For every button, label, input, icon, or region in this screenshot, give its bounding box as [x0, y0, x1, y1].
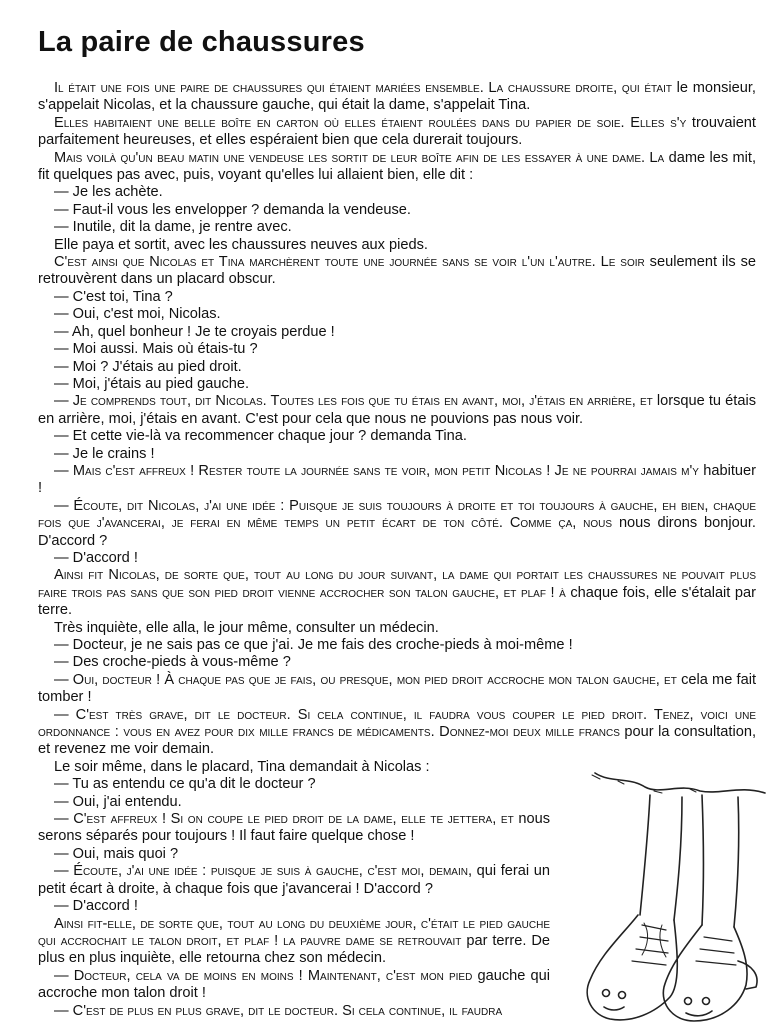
left-leg-outline [640, 795, 650, 915]
regular-text: qui ferai un petit écart à droite, à chaque fois que j'avancerai ! D'accord ? [38, 863, 550, 897]
right-shoe-mouth [686, 1011, 712, 1016]
regular-text: — Moi ? J'étais au pied droit. [54, 358, 242, 375]
small-caps-text: — C'est très grave, dit le docteur. Si cela continue, il faudra vous couper le pied droit. Tenez, voici une ordonnance : vous en avez pour dix mille francs de médicaments. Donnez-moi deux mille francs [38, 706, 756, 741]
regular-text: lorsque tu étais en arrière, moi, j'étais en avant. C'est pour cela que nous ne pouvions pas nous voir. [38, 393, 756, 427]
paragraph [38, 184, 756, 201]
regular-text: gauche qui accroche mon talon droit ! [38, 967, 550, 1002]
regular-text: par terre. De plus en plus inquiète, elle retourna chez son médecin. [38, 932, 551, 967]
paragraph [38, 150, 756, 185]
paragraph [38, 550, 756, 567]
regular-text: — Docteur, je ne sais pas ce que j'ai. Je me fais des croche-pieds à moi-même ! [54, 637, 573, 653]
small-caps-text: — C'est de plus en plus grave, dit le docteur. Si cela continue, il faudra [54, 1002, 503, 1019]
paragraph [38, 620, 756, 637]
regular-text: — Des croche-pieds à vous-même ? [54, 654, 291, 671]
left-leg-outline-inner [674, 797, 682, 920]
paragraph [38, 428, 756, 445]
regular-text: nous serons séparés pour toujours ! Il faut faire quelque chose ! [38, 811, 551, 845]
small-caps-text: — Oui, docteur ! À chaque pas que je fais, ou presque, mon pied droit accroche mon talon gauche, et [54, 671, 677, 688]
paragraph [38, 707, 756, 759]
regular-text: — Oui, c'est moi, Nicolas. [54, 306, 221, 323]
paragraph [38, 80, 756, 115]
regular-text: cela me fait tomber ! [38, 671, 756, 706]
paragraph [38, 446, 756, 463]
paragraph [38, 654, 756, 671]
regular-text: — D'accord ! [54, 549, 138, 566]
regular-text: — Et cette vie-là va recommencer chaque jour ? demanda Tina. [54, 428, 467, 445]
paragraph [38, 219, 756, 236]
story-title: La paire de chaussures [38, 26, 365, 58]
paragraph [38, 376, 756, 393]
regular-text: trouvaient parfaitement heureuses, et elles espéraient bien que cela durerait toujours. [38, 114, 756, 149]
right-leg-outline [702, 795, 704, 925]
small-caps-text: — Écoute, j'ai une idée : puisque je suis à gauche, c'est moi, demain, [54, 863, 473, 880]
small-caps-text: — Je comprends tout, dit Nicolas. Toutes les fois que tu étais en avant, moi, j'étais en arrière, et [54, 393, 653, 410]
paragraph [38, 306, 756, 323]
small-caps-text: — Docteur, cela va de moins en moins ! Maintenant, c'est mon pied [54, 967, 473, 984]
regular-text: — Moi, j'étais au pied gauche. [54, 375, 250, 392]
paragraph [38, 567, 756, 619]
paragraph [38, 672, 756, 707]
left-shoe-eye [603, 990, 610, 997]
regular-text: — Je les achète. [54, 184, 163, 201]
paragraph [38, 393, 756, 428]
paragraph [38, 324, 756, 341]
regular-text: — Oui, mais quoi ? [54, 845, 179, 862]
small-caps-text: — Écoute, dit Nicolas, j'ai une idée : Puisque je suis toujours à droite et toi toujours à gauche, eh bien, chaque fois que j'avancerai, je ferai en même temps un petit écart de ton côté. Comme ça, nous [38, 497, 756, 532]
paragraph [38, 463, 756, 498]
regular-text: habituer ! [38, 462, 756, 497]
paragraph [38, 289, 756, 306]
regular-text: Le soir même, dans le placard, Tina demandait à Nicolas : [54, 758, 430, 775]
regular-text: seulement ils se retrouvèrent dans un placard obscur. [38, 254, 756, 288]
regular-text: — Oui, j'ai entendu. [54, 793, 182, 810]
regular-text: — Inutile, dit la dame, je rentre avec. [54, 219, 292, 236]
regular-text: Elle paya et sortit, avec les chaussures neuves aux pieds. [54, 236, 428, 253]
regular-text: — Ah, quel bonheur ! Je te croyais perdue ! [54, 323, 335, 340]
left-shoe-mouth [604, 1007, 624, 1010]
small-caps-text: C'est ainsi que Nicolas et Tina marchèrent toute une journée sans se voir l'un l'autre. Le soir [54, 254, 645, 271]
right-leg-outline-inner [734, 797, 739, 927]
small-caps-text: Il était une fois une paire de chaussures qui étaient mariées ensemble. La chaussure droite, qui était [54, 80, 672, 96]
small-caps-text: Mais voilà qu'un beau matin une vendeuse les sortit de leur boîte afin de les essayer à une dame. La [54, 149, 665, 166]
regular-text: — D'accord ! [54, 898, 138, 915]
regular-text: pour la consultation, et revenez me voir demain. [38, 724, 756, 758]
paragraph [38, 254, 756, 289]
small-caps-text: Ainsi fit-elle, de sorte que, tout au long du deuxième jour, c'était le pied gauche qui accrochait le talon droit, et plaf ! la pauvre dame se retrouvait [38, 915, 550, 949]
left-shoe [587, 915, 677, 1020]
regular-text: dame les mit, fit quelques pas avec, puis, voyant qu'elles lui allaient bien, elle dit : [38, 149, 756, 184]
small-caps-text: — Mais c'est affreux ! Rester toute la journée sans te voir, mon petit Nicolas ! Je ne pourrai jamais m'y [54, 462, 699, 479]
left-shoe-eye [619, 992, 626, 999]
dress-hem [595, 773, 765, 793]
small-caps-text: — C'est affreux ! Si on coupe le pied droit de la dame, elle te jettera, et [54, 811, 514, 828]
regular-text: — Je le crains ! [54, 445, 155, 462]
regular-text: nous dirons bonjour. D'accord ? [38, 515, 756, 549]
left-shoe-laces [632, 925, 668, 965]
regular-text: — Moi aussi. Mais où étais-tu ? [54, 341, 258, 358]
regular-text: chaque fois, elle s'étalait par terre. [38, 584, 756, 619]
shoes-illustration [570, 765, 768, 1024]
regular-text: le monsieur, s'appelait Nicolas, et la chaussure gauche, qui était la dame, s'appelait Tina. [38, 80, 756, 114]
paragraph [38, 237, 756, 254]
paragraph [38, 115, 756, 150]
regular-text: — C'est toi, Tina ? [54, 288, 173, 305]
regular-text: — Tu as entendu ce qu'a dit le docteur ? [54, 776, 316, 793]
right-shoe-eye [685, 998, 692, 1005]
paragraph [38, 359, 756, 376]
paragraph [38, 498, 756, 550]
small-caps-text: Ainsi fit Nicolas, de sorte que, tout au long du jour suivant, la dame qui portait les chaussures ne pouvait plus faire trois pas sans que son pied droit vienne accrocher son talon gauche, et plaf ! à [38, 567, 756, 601]
paragraph [38, 202, 756, 219]
regular-text: — Faut-il vous les envelopper ? demanda la vendeuse. [54, 201, 411, 218]
regular-text: Très inquiète, elle alla, le jour même, consulter un médecin. [54, 619, 439, 636]
paragraph [38, 637, 756, 654]
small-caps-text: Elles habitaient une belle boîte en carton où elles étaient roulées dans du papier de soie. Elles s'y [54, 114, 687, 131]
right-shoe-laces [696, 937, 736, 965]
paragraph [38, 341, 756, 358]
right-shoe-eye [703, 998, 710, 1005]
